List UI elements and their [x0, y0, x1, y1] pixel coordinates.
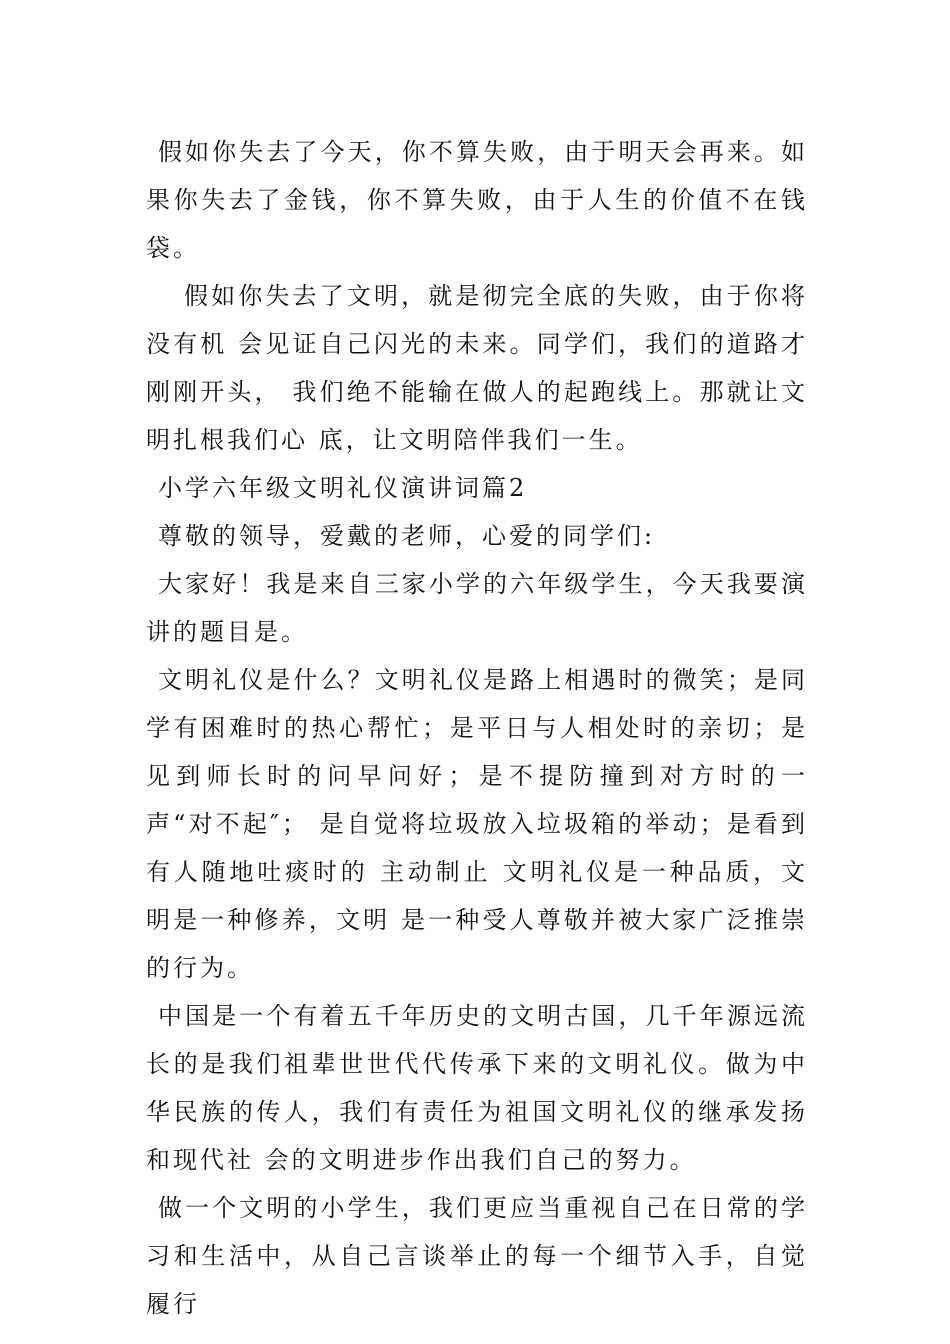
paragraph-2: 假如你失去了文明，就是彻完全底的失败，由于你将没有机 会见证自己闪光的未来。同学们，我们的道路才刚刚开头， 我们绝不能输在做人的起跑线上。那就让文明扎根我们心 底，让文明陪伴我们一生。: [146, 282, 808, 454]
document-body: [146, 128, 819, 1328]
salutation: 尊敬的领导，爱戴的老师，心爱的同学们:: [158, 522, 656, 550]
paragraph-1: 假如你失去了今天，你不算失败，由于明天会再来。如 果你失去了金钱，你不算失败，由于人生的价值不在钱袋。: [146, 138, 819, 262]
section-heading: 小学六年级文明礼仪演讲词篇2: [158, 474, 528, 502]
paragraph-5: 中国是一个有着五千年历史的文明古国，几千年源远流 长的是我们祖辈世世代代传承下来的文明礼仪。做为中华民族的传人，我们有责任为祖国文明礼仪的继承发扬和现代社 会的文明进步作出我们自己的努力。: [146, 1002, 819, 1174]
paragraph-3: 大家好！我是来自三家小学的六年级学生，今天我要演 讲的题目是。: [146, 570, 819, 646]
paragraph-6: 做一个文明的小学生，我们更应当重视自己在日常的学 习和生活中，从自己言谈举止的每一个细节入手，自觉履行: [146, 1194, 819, 1318]
paragraph-4: 文明礼仪是什么？文明礼仪是路上相遇时的微笑；是同 学有困难时的热心帮忙；是平日与人相处时的亲切；是见到师长时的问早问好；是不提防撞到对方时的一声“对不起″； 是自觉将垃圾放入垃圾箱的举动；是看到有人随地吐痰时的 主动制止 文明礼仪是一种品质，文明是一种修养，文明 是一种受人尊敬并被大家广泛推崇的行为。: [146, 666, 819, 982]
